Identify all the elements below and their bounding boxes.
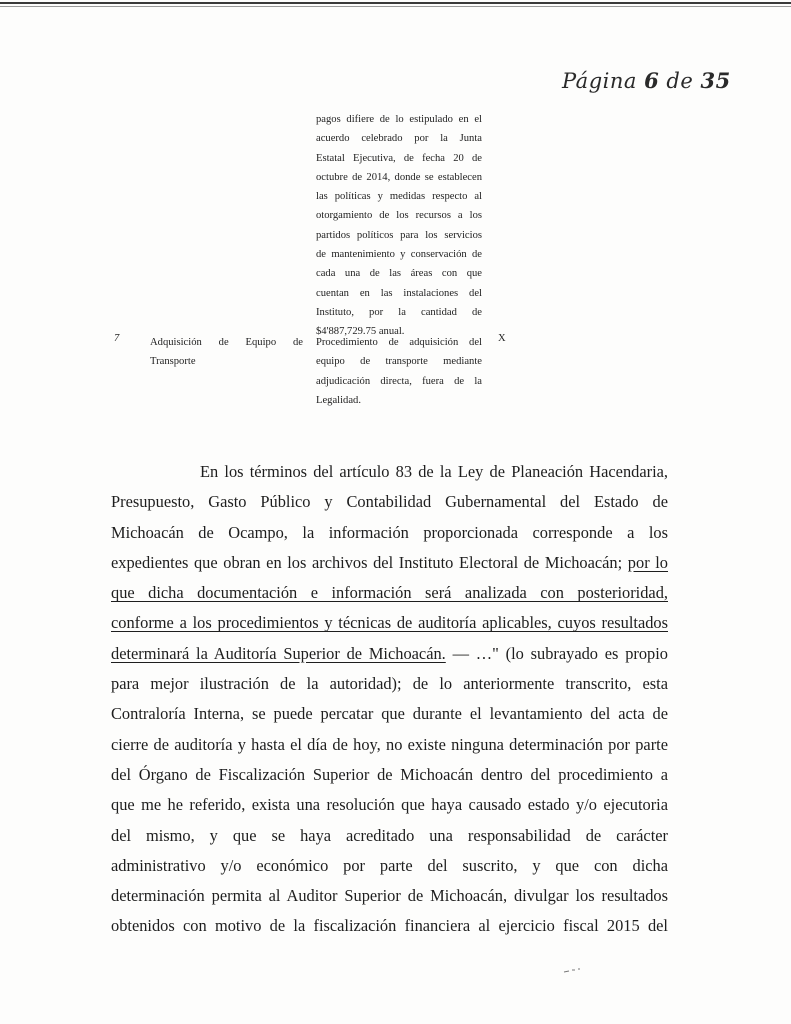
paragraph-line: Contraloría Interna, se puede percatar que durante el levantamiento del acta de bbox=[111, 704, 668, 724]
table-cell-line: acuerdo celebrado por la Junta bbox=[316, 133, 482, 145]
body-paragraph bbox=[111, 457, 668, 942]
paragraph-line bbox=[111, 548, 668, 578]
table-cell-line: de mantenimiento y conservación de bbox=[316, 249, 482, 261]
paragraph-line: administrativo y/o económico por parte del suscrito, y que con dicha bbox=[111, 855, 668, 875]
page-of: de bbox=[666, 69, 694, 93]
table-cell-line: pagos difiere de lo estipulado en el bbox=[316, 114, 482, 125]
table-row-number: 7 bbox=[114, 333, 120, 344]
page-label: Página bbox=[562, 69, 637, 93]
paragraph-line: En los términos del artículo 83 de la Ley de Planeación Hacendaria, bbox=[200, 462, 668, 481]
paragraph-line bbox=[111, 608, 668, 638]
page-total: 35 bbox=[700, 68, 731, 93]
top-border-line bbox=[0, 2, 791, 4]
underlined-text: que dicha documentación e información será analizada con posterioridad, bbox=[111, 583, 668, 603]
table-cell-line: Estatal Ejecutiva, de fecha 20 de bbox=[316, 152, 482, 164]
paragraph-line: del mismo, y que se haya acreditado una responsabilidad de carácter bbox=[111, 825, 668, 845]
page-number-header bbox=[562, 68, 731, 93]
table-cell-line: Adquisición de Equipo de bbox=[150, 337, 303, 348]
paragraph-line: determinación permita al Auditor Superior de Michoacán, divulgar los resultados bbox=[111, 886, 668, 906]
table-cell-line: Legalidad. bbox=[316, 394, 362, 406]
page-current: 6 bbox=[644, 68, 660, 93]
paragraph-line bbox=[111, 639, 668, 669]
paragraph-line: para mejor ilustración de la autoridad); de lo anteriormente transcrito, esta bbox=[111, 674, 668, 694]
underlined-text: por lo bbox=[627, 552, 669, 572]
paragraph-line: obtenidos con motivo de la fiscalización financiera al ejercicio fiscal 2015 del bbox=[111, 916, 668, 936]
table-cell-line: Procedimiento de adquisición del bbox=[316, 337, 482, 348]
table-row-concept bbox=[150, 333, 303, 372]
table-cell-line: Transporte bbox=[150, 356, 196, 368]
paragraph-line bbox=[111, 578, 668, 608]
table-cell-line: Instituto, por la cantidad de bbox=[316, 306, 482, 318]
table-cell-line: partidos políticos para los servicios bbox=[316, 229, 482, 241]
top-border-line-thin bbox=[0, 6, 791, 7]
table-cell-line: octubre de 2014, donde se establecen bbox=[316, 171, 482, 183]
underlined-text: determinará la Auditoría Superior de Michoacán. bbox=[111, 643, 446, 663]
table-cell-line: otorgamiento de los recursos a los bbox=[316, 210, 482, 222]
paragraph-text: — …" (lo subrayado es propio bbox=[452, 643, 669, 663]
table-cell-line: $4'887,729.75 anual. bbox=[316, 326, 405, 338]
table-row-observation bbox=[316, 333, 482, 410]
table-cell-line: adjudicación directa, fuera de la bbox=[316, 375, 482, 387]
scan-mark bbox=[563, 968, 581, 974]
paragraph-text: expedientes que obran en los archivos del Instituto Electoral de Michoacán; bbox=[111, 552, 628, 572]
table-cell-line: cada una de las áreas con que bbox=[316, 268, 482, 280]
paragraph-line: del Órgano de Fiscalización Superior de Michoacán dentro del procedimiento a bbox=[111, 764, 668, 784]
paragraph-line: Presupuesto, Gasto Público y Contabilidad Gubernamental del Estado de bbox=[111, 492, 668, 512]
table-cell-line: las políticas y medidas respecto al bbox=[316, 191, 482, 203]
table-prev-row-observation bbox=[316, 110, 482, 342]
table-row-mark: X bbox=[498, 333, 506, 344]
paragraph-line: que me he referido, exista una resolución que haya causado estado y/o ejecutoria bbox=[111, 795, 668, 815]
table-cell-line: cuentan en las instalaciones del bbox=[316, 287, 482, 299]
paragraph-line: cierre de auditoría y hasta el día de hoy, no existe ninguna determinación por parte bbox=[111, 734, 668, 754]
underlined-text: conforme a los procedimientos y técnicas de auditoría aplicables, cuyos resultados bbox=[111, 613, 668, 633]
table-cell-line: equipo de transporte mediante bbox=[316, 356, 482, 368]
paragraph-line: Michoacán de Ocampo, la información proporcionada corresponde a los bbox=[111, 522, 668, 542]
